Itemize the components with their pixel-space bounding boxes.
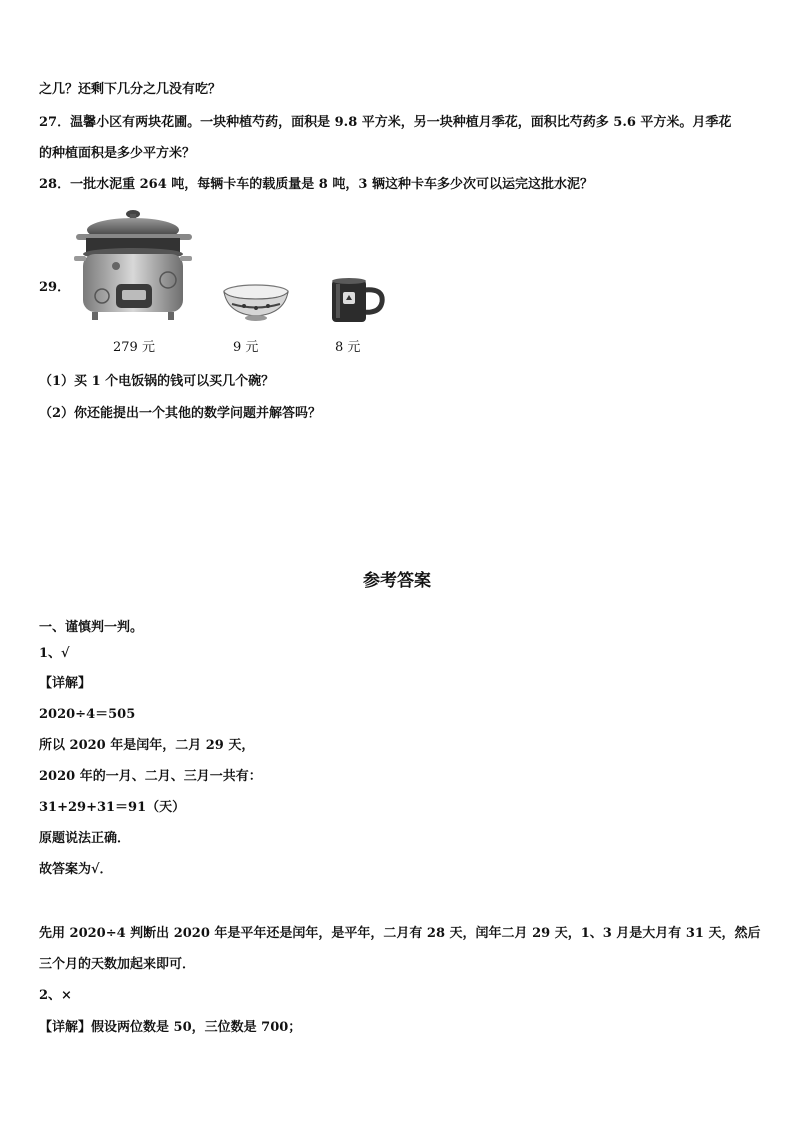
- mug-icon: [328, 276, 386, 326]
- answer-1-note-line1: 先用 2020÷4 判断出 2020 年是平年还是闰年，是平年，二月有 28 天，闰年二月 29 天，1、3 月是大月有 31 天，然后: [39, 926, 761, 941]
- bowl-icon: [222, 284, 290, 324]
- question-29-part1: （1）买 1 个电饭锅的钱可以买几个碗？: [39, 374, 275, 389]
- answer-1: 1、√: [39, 646, 70, 661]
- answers-title: 参考答案: [363, 571, 431, 591]
- question-28: 28．一批水泥重 264 吨，每辆卡车的载质量是 8 吨，3 辆这种卡车多少次可以运完这批水泥？: [39, 177, 593, 192]
- rice-cooker-price: 279 元: [113, 340, 155, 355]
- answer-1-step: 2020÷4＝505: [39, 707, 136, 722]
- answer-2-detail: 【详解】假设两位数是 50，三位数是 700；: [39, 1020, 302, 1035]
- question-27-line1: 27．温馨小区有两块花圃。一块种植芍药，面积是 9.8 平方米，另一块种植月季花，面积比芍药多 5.6 平方米。月季花: [39, 115, 732, 130]
- detail-label: 【详解】: [39, 676, 92, 691]
- answer-1-step: 31+29+31＝91（天）: [39, 800, 186, 815]
- rice-cooker-icon: [72, 208, 196, 328]
- answer-1-note-line2: 三个月的天数加起来即可．: [39, 957, 196, 972]
- question-continued-text: 之几？还剩下几分之几没有吃？: [39, 82, 222, 97]
- answers-section-heading: 一、谨慎判一判。: [39, 620, 144, 635]
- answer-1-step: 故答案为√．: [39, 862, 113, 877]
- question-29-part2: （2）你还能提出一个其他的数学问题并解答吗？: [39, 406, 322, 421]
- bowl-price: 9 元: [233, 340, 259, 355]
- mug-price: 8 元: [335, 340, 361, 355]
- answer-1-step: 原题说法正确．: [39, 831, 131, 846]
- question-27-line2: 的种植面积是多少平方米？: [39, 146, 196, 161]
- answer-1-step: 所以 2020 年是闰年，二月 29 天，: [39, 738, 255, 753]
- question-29-number: 29．: [39, 280, 71, 295]
- answer-2: 2、×: [39, 988, 72, 1003]
- answer-1-step: 2020 年的一月、二月、三月一共有：: [39, 769, 262, 784]
